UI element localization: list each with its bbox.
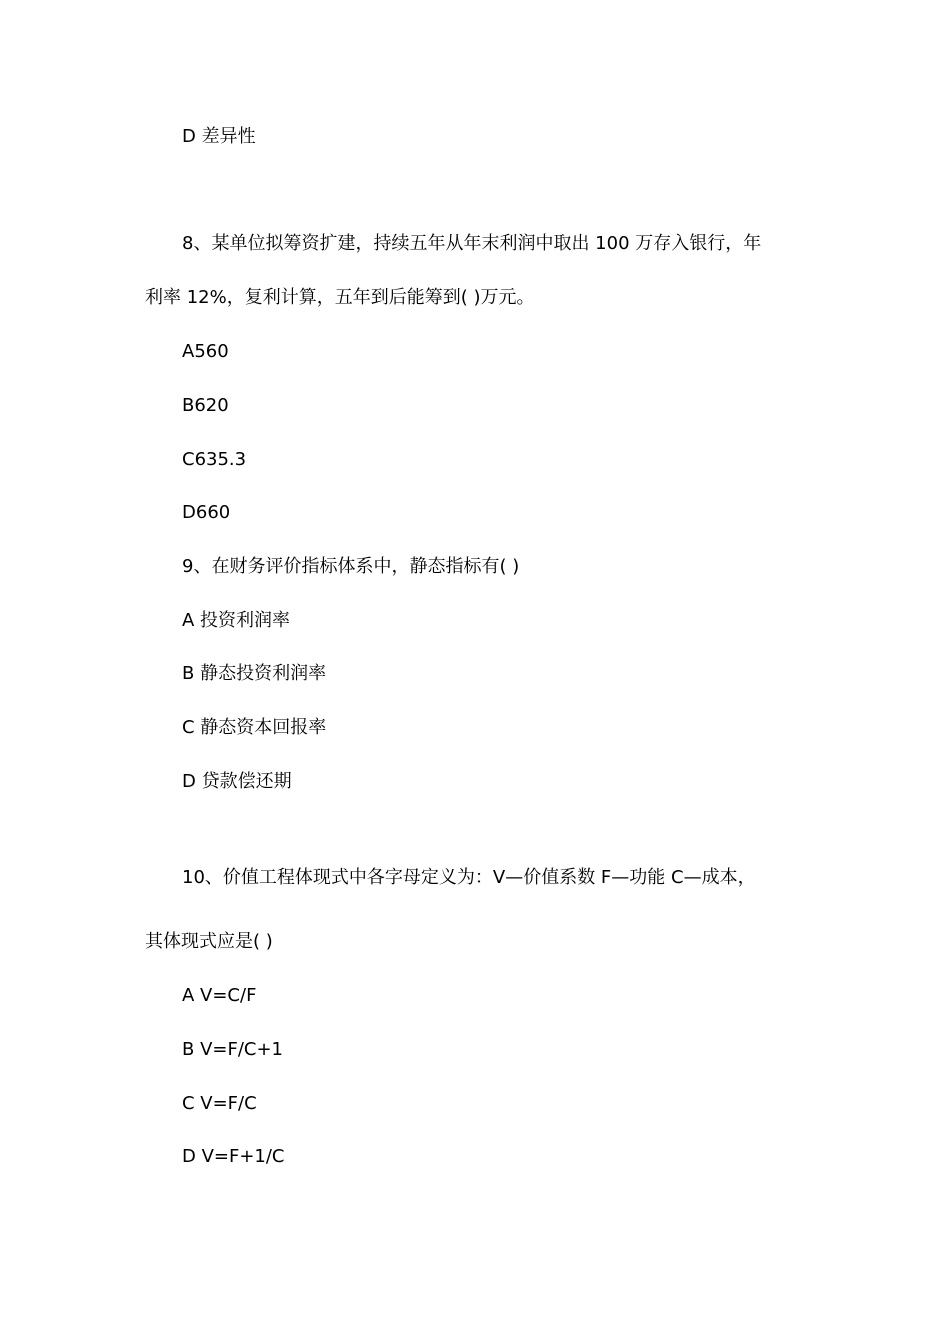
question-10-stem-line-1: 10、价值工程体现式中各字母定义为：V—价值系数 F—功能 C—成本， [182,867,756,888]
question-10-option-b: B V=F/C+1 [182,1039,283,1060]
question-10-option-c: C V=F/C [182,1093,257,1114]
question-8-option-b: B620 [182,395,229,416]
question-8-option-c: C635.3 [182,449,247,470]
question-8-stem-line-1: 8、某单位拟筹资扩建，持续五年从年末利润中取出 100 万存入银行，年 [182,233,762,254]
question-8-option-a: A560 [182,341,229,362]
question-9-stem: 9、在财务评价指标体系中，静态指标有( ) [182,556,520,577]
question-10-option-d: D V=F+1/C [182,1146,285,1167]
prev-question-option-d: D 差异性 [182,126,256,147]
question-8-stem-line-2: 利率 12%，复利计算，五年到后能筹到( )万元。 [145,287,535,308]
question-9-option-a: A 投资利润率 [182,610,291,631]
question-10-option-a: A V=C/F [182,985,257,1006]
question-10-stem-line-2: 其体现式应是( ) [145,931,273,952]
question-9-option-b: B 静态投资利润率 [182,663,327,684]
question-9-option-d: D 贷款偿还期 [182,771,292,792]
question-9-option-c: C 静态资本回报率 [182,717,327,738]
question-8-option-d: D660 [182,502,231,523]
